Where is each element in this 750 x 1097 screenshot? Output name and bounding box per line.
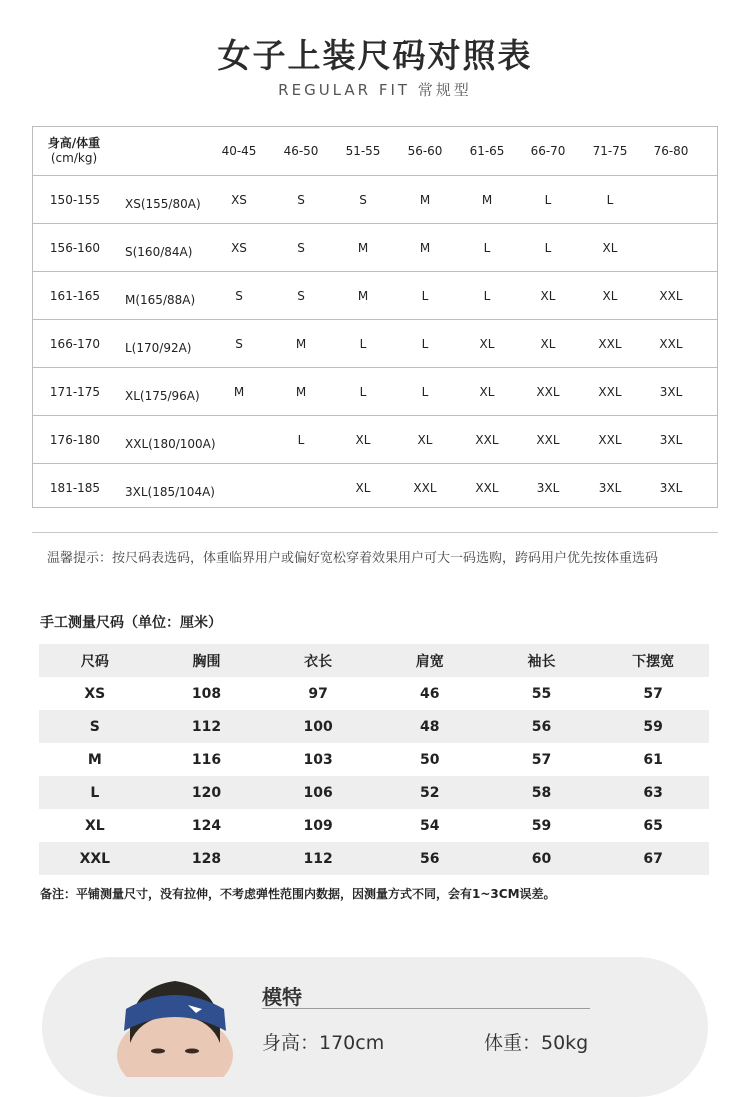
- measure-cell: 58: [531, 784, 552, 801]
- measure-cell: XXL: [79, 850, 111, 867]
- measure-cell: 61: [643, 751, 663, 768]
- weight-range-header: 66-70: [530, 144, 566, 158]
- weight-range-header: 51-55: [345, 144, 381, 158]
- measure-cell: 120: [191, 784, 222, 801]
- size-chart-row: [33, 463, 717, 512]
- weight-range-header: 46-50: [283, 144, 319, 158]
- recommended-size-cell: [641, 224, 701, 274]
- measure-cell: 55: [531, 685, 552, 702]
- size-chart-row: [33, 319, 717, 368]
- measure-cell: 128: [191, 850, 222, 867]
- measure-cell: 57: [531, 751, 552, 768]
- measure-cell: 50: [420, 751, 440, 768]
- recommended-size-cell: 3XL: [536, 481, 560, 495]
- recommended-size-cell: 3XL: [598, 481, 622, 495]
- measure-row: [39, 710, 709, 743]
- height-range-cell: 161-165: [49, 289, 101, 303]
- measure-section-title: 手工测量尺码（单位：厘米）: [40, 615, 222, 631]
- measure-header-row: [39, 644, 709, 677]
- height-range-cell: 166-170: [49, 337, 101, 351]
- measure-cell: 48: [420, 718, 440, 735]
- model-height: 身高：170cm: [262, 1032, 385, 1054]
- size-spec-cell: XXL(180/100A): [125, 437, 216, 451]
- recommended-size-cell: M: [481, 193, 493, 207]
- recommended-size-cell: L: [359, 385, 367, 399]
- model-weight: 体重：50kg: [484, 1032, 589, 1054]
- measure-cell: 56: [420, 850, 440, 867]
- measure-cell: 59: [531, 817, 552, 834]
- recommended-size-cell: 3XL: [659, 433, 683, 447]
- recommended-size-cell: L: [483, 289, 491, 303]
- recommended-size-cell: [271, 464, 331, 514]
- weight-range-header: 76-80: [653, 144, 689, 158]
- recommended-size-cell: M: [295, 385, 307, 399]
- size-chart-corner-label: [37, 127, 111, 175]
- measure-cell: 54: [420, 817, 440, 834]
- recommended-size-cell: S: [297, 193, 305, 207]
- recommended-size-cell: 3XL: [659, 481, 683, 495]
- recommended-size-cell: XXL: [475, 433, 499, 447]
- recommended-size-cell: S: [359, 193, 367, 207]
- recommended-size-cell: XL: [479, 385, 495, 399]
- recommended-size-cell: XL: [540, 337, 556, 351]
- recommended-size-cell: M: [295, 337, 307, 351]
- measure-cell: 97: [308, 685, 328, 702]
- measure-row: [39, 809, 709, 842]
- measure-cell: 116: [191, 751, 222, 768]
- measure-cell: 124: [191, 817, 222, 834]
- size-chart-row: [33, 415, 717, 464]
- recommended-size-cell: XL: [479, 337, 495, 351]
- measure-header-cell: 袖长: [527, 653, 556, 670]
- recommended-size-cell: [641, 176, 701, 226]
- recommended-size-cell: L: [421, 289, 429, 303]
- weight-range-header: 56-60: [407, 144, 443, 158]
- measure-cell: 65: [643, 817, 663, 834]
- size-chart-row: [33, 175, 717, 224]
- recommended-size-cell: L: [421, 385, 429, 399]
- recommended-size-cell: XS: [231, 241, 247, 255]
- measure-note: 备注：平铺测量尺寸，没有拉伸，不考虑弹性范围内数据，因测量方式不同，会有1~3CM误差。: [40, 887, 556, 901]
- measure-cell: 60: [531, 850, 552, 867]
- measure-cell: 59: [643, 718, 663, 735]
- recommended-size-cell: L: [421, 337, 429, 351]
- height-range-cell: 156-160: [49, 241, 101, 255]
- measure-cell: M: [87, 751, 102, 768]
- measure-cell: L: [90, 784, 100, 801]
- recommended-size-cell: L: [606, 193, 614, 207]
- recommended-size-cell: XL: [355, 481, 371, 495]
- measure-header-cell: 衣长: [304, 653, 333, 670]
- page-title: 女子上装尺码对照表: [217, 36, 533, 75]
- model-heading: 模特: [262, 985, 302, 1009]
- measure-row: [39, 743, 709, 776]
- recommended-size-cell: L: [544, 241, 552, 255]
- recommended-size-cell: M: [233, 385, 245, 399]
- measure-cell: 56: [531, 718, 552, 735]
- size-spec-cell: M(165/88A): [125, 293, 196, 307]
- page-subtitle: REGULAR FIT 常规型: [278, 81, 472, 99]
- recommended-size-cell: XXL: [598, 337, 622, 351]
- measure-cell: 109: [303, 817, 333, 834]
- size-chart-row: [33, 223, 717, 272]
- recommended-size-cell: XL: [417, 433, 433, 447]
- recommended-size-cell: XL: [355, 433, 371, 447]
- recommended-size-cell: XXL: [659, 337, 683, 351]
- recommended-size-cell: XL: [602, 241, 618, 255]
- recommended-size-cell: XXL: [598, 385, 622, 399]
- measure-row: [39, 842, 709, 875]
- size-chart-row: [33, 271, 717, 320]
- measure-cell: 108: [191, 685, 222, 702]
- measure-cell: 100: [303, 718, 333, 735]
- measure-cell: XS: [84, 685, 106, 702]
- measure-row: [39, 677, 709, 710]
- height-range-cell: 181-185: [49, 481, 101, 495]
- measure-table: [39, 644, 709, 875]
- size-spec-cell: XL(175/96A): [125, 389, 200, 403]
- measure-header-cell: 胸围: [192, 653, 221, 670]
- recommended-size-cell: S: [297, 289, 305, 303]
- model-photo: [102, 957, 248, 1077]
- weight-range-header: 40-45: [221, 144, 257, 158]
- size-chart-header-row: [33, 127, 717, 175]
- recommended-size-cell: [209, 464, 269, 514]
- recommended-size-cell: S: [235, 289, 243, 303]
- recommended-size-cell: L: [483, 241, 491, 255]
- measure-row: [39, 776, 709, 809]
- corner-label-line1: 身高/体重: [47, 136, 101, 150]
- recommended-size-cell: XXL: [536, 385, 560, 399]
- size-chart-row: [33, 367, 717, 416]
- model-card: [42, 957, 708, 1097]
- recommended-size-cell: M: [357, 289, 369, 303]
- measure-cell: 112: [303, 850, 333, 867]
- recommended-size-cell: XXL: [598, 433, 622, 447]
- recommended-size-cell: M: [419, 241, 431, 255]
- recommended-size-cell: L: [544, 193, 552, 207]
- size-spec-cell: 3XL(185/104A): [125, 485, 215, 499]
- size-spec-cell: S(160/84A): [125, 245, 193, 259]
- size-spec-cell: L(170/92A): [125, 341, 192, 355]
- section-divider: [32, 532, 718, 533]
- measure-cell: 67: [643, 850, 663, 867]
- weight-range-header: 61-65: [469, 144, 505, 158]
- recommended-size-cell: XL: [540, 289, 556, 303]
- recommended-size-cell: S: [235, 337, 243, 351]
- weight-range-header: 71-75: [592, 144, 628, 158]
- recommended-size-cell: XS: [231, 193, 247, 207]
- measure-header-cell: 肩宽: [415, 653, 444, 670]
- measure-cell: 63: [643, 784, 663, 801]
- height-range-cell: 176-180: [49, 433, 101, 447]
- recommended-size-cell: XXL: [413, 481, 437, 495]
- measure-cell: 106: [303, 784, 333, 801]
- size-spec-cell: XS(155/80A): [125, 197, 201, 211]
- recommended-size-cell: [209, 416, 269, 466]
- recommended-size-cell: 3XL: [659, 385, 683, 399]
- recommended-size-cell: L: [297, 433, 305, 447]
- size-chart-table: [32, 126, 718, 508]
- recommended-size-cell: XXL: [536, 433, 560, 447]
- recommended-size-cell: XXL: [659, 289, 683, 303]
- recommended-size-cell: S: [297, 241, 305, 255]
- measure-cell: 112: [191, 718, 222, 735]
- recommended-size-cell: M: [419, 193, 431, 207]
- measure-cell: 52: [420, 784, 440, 801]
- measure-cell: 103: [303, 751, 333, 768]
- height-range-cell: 171-175: [49, 385, 101, 399]
- corner-label-line2: (cm/kg): [50, 151, 98, 165]
- size-tip: 温馨提示：按尺码表选码，体重临界用户或偏好宽松穿着效果用户可大一码选购，跨码用户优先按体重选码: [47, 551, 659, 566]
- measure-cell: XL: [84, 817, 105, 834]
- measure-cell: S: [89, 718, 100, 735]
- recommended-size-cell: M: [357, 241, 369, 255]
- recommended-size-cell: XXL: [475, 481, 499, 495]
- measure-header-cell: 下摆宽: [632, 653, 675, 670]
- measure-cell: 57: [643, 685, 663, 702]
- measure-cell: 46: [420, 685, 440, 702]
- recommended-size-cell: L: [359, 337, 367, 351]
- measure-header-cell: 尺码: [80, 653, 109, 670]
- recommended-size-cell: XL: [602, 289, 618, 303]
- model-underline: [262, 1008, 590, 1009]
- height-range-cell: 150-155: [49, 193, 101, 207]
